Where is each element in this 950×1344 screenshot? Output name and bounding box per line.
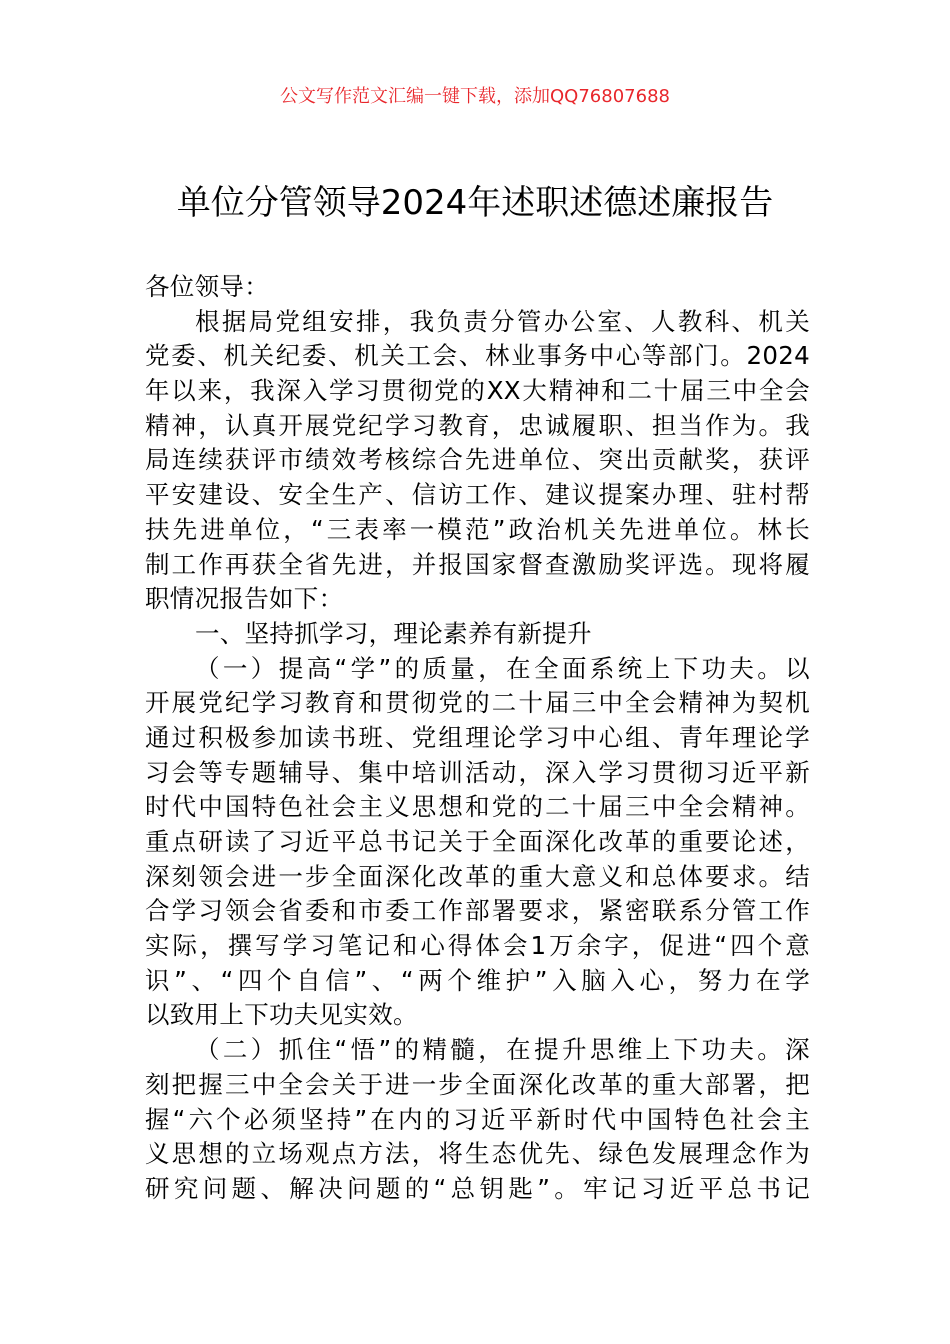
text-line: 时代中国特色社会主义思想和党的二十届三中全会精神。 <box>145 792 810 822</box>
text-line: 研究问题、解决问题的“总钥匙”。牢记习近平总书记 <box>145 1173 810 1203</box>
text-line: 精神，认真开展党纪学习教育，忠诚履职、担当作为。我 <box>145 410 810 440</box>
text-line: 开展党纪学习教育和贯彻党的二十届三中全会精神为契机 <box>145 688 810 718</box>
text-line: 一、坚持抓学习，理论素养有新提升 <box>195 618 592 648</box>
text-line: 合学习领会省委和市委工作部署要求，紧密联系分管工作 <box>145 896 810 926</box>
text-line: 扶先进单位，“三表率一模范”政治机关先进单位。林长 <box>145 514 810 544</box>
text-line: 习会等专题辅导、集中培训活动，深入学习贯彻习近平新 <box>145 757 810 787</box>
document-title: 单位分管领导2024年述职述德述廉报告 <box>176 183 774 223</box>
text-line: 党委、机关纪委、机关工会、林业事务中心等部门。2024 <box>145 341 810 371</box>
text-line: 以致用上下功夫见实效。 <box>145 1000 418 1030</box>
watermark-download-notice: 公文写作范文汇编一键下载，添加QQ76807688 <box>280 86 670 107</box>
text-line: 义思想的立场观点方法，将生态优先、绿色发展理念作为 <box>145 1139 810 1169</box>
text-line: 各位领导： <box>145 272 269 301</box>
text-line: 平安建设、安全生产、信访工作、建议提案办理、驻村帮 <box>145 480 810 510</box>
text-line: 通过积极参加读书班、党组理论学习中心组、青年理论学 <box>145 722 810 752</box>
text-line: 局连续获评市绩效考核综合先进单位、突出贡献奖，获评 <box>145 445 810 475</box>
text-line: 握“六个必须坚持”在内的习近平新时代中国特色社会主 <box>145 1104 810 1134</box>
text-line: 职情况报告如下： <box>145 584 344 614</box>
text-line: （二）抓住“悟”的精髓，在提升思维上下功夫。深 <box>195 1035 810 1065</box>
text-line: （一）提高“学”的质量，在全面系统上下功夫。以 <box>195 653 810 683</box>
text-line: 制工作再获全省先进，并报国家督查激励奖评选。现将履 <box>145 549 810 579</box>
text-line: 深刻领会进一步全面深化改革的重大意义和总体要求。结 <box>145 861 810 891</box>
text-line: 年以来，我深入学习贯彻党的XX大精神和二十届三中全会 <box>145 376 810 406</box>
text-line: 识”、“四个自信”、“两个维护”入脑入心，努力在学 <box>145 965 810 995</box>
text-line: 刻把握三中全会关于进一步全面深化改革的重大部署，把 <box>145 1069 810 1099</box>
text-line: 根据局党组安排，我负责分管办公室、人教科、机关 <box>195 306 810 336</box>
text-line: 重点研读了习近平总书记关于全面深化改革的重要论述， <box>145 827 810 856</box>
text-line: 实际，撰写学习笔记和心得体会1万余字，促进“四个意 <box>145 931 810 961</box>
document-body <box>145 270 810 1207</box>
